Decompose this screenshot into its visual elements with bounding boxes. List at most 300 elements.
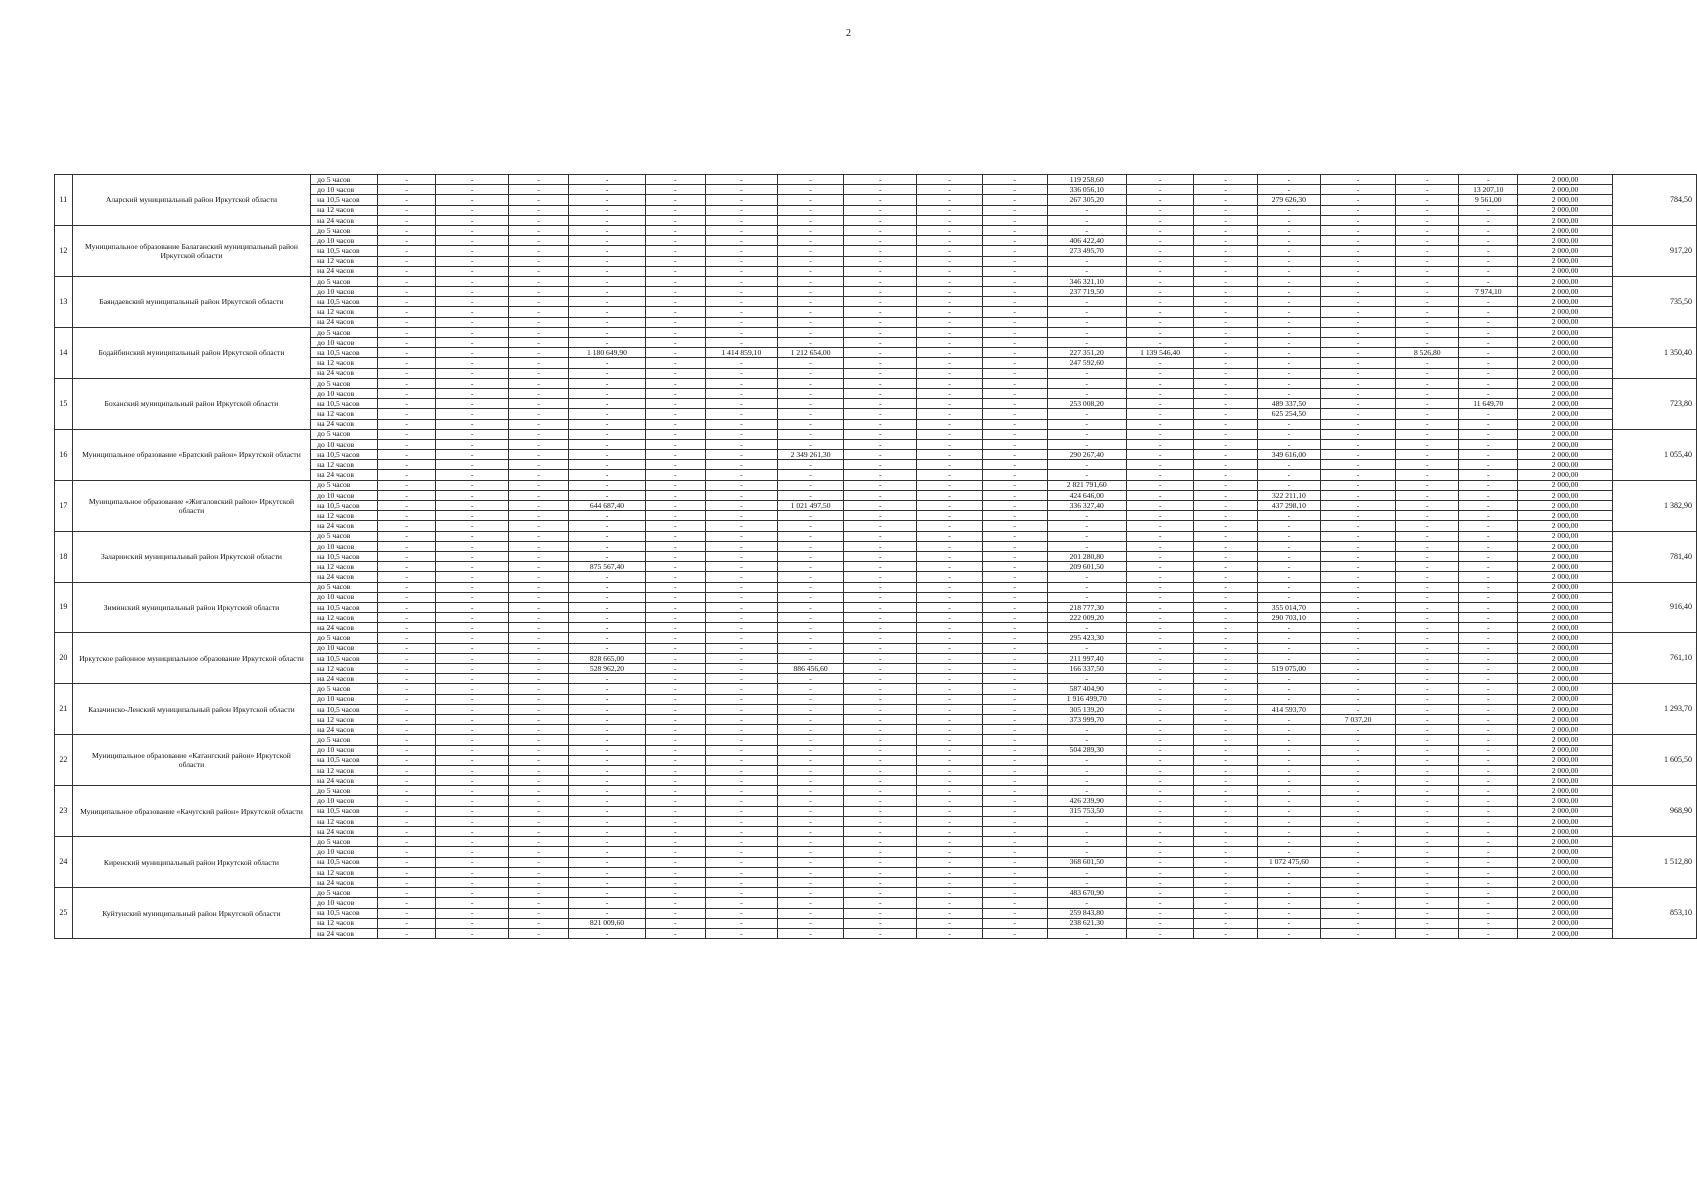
value-cell: - [844,307,917,317]
value-cell: - [509,460,569,470]
value-cell: - [378,857,436,867]
value-cell: - [645,735,705,745]
value-cell: - [982,643,1047,653]
value-cell: - [1459,643,1518,653]
value-cell: - [777,562,843,572]
value-cell: 253 008,20 [1047,399,1126,409]
value-cell: - [777,480,843,490]
value-cell: - [569,908,646,918]
value-cell: - [569,898,646,908]
period-label: на 12 часов [311,816,378,826]
value-cell: - [982,205,1047,215]
value-cell: - [509,185,569,195]
constant-cell: 2 000,00 [1518,358,1612,368]
value-cell: - [378,297,436,307]
value-cell: - [1258,317,1321,327]
value-cell: - [917,898,983,908]
value-cell: - [777,215,843,225]
value-cell: - [1320,501,1396,511]
value-cell: - [509,205,569,215]
value-cell: - [436,684,509,694]
value-cell: - [509,215,569,225]
value-cell: 315 753,50 [1047,806,1126,816]
value-cell: - [1320,704,1396,714]
value-cell: - [645,195,705,205]
value-cell: - [1459,480,1518,490]
value-cell: - [1459,735,1518,745]
value-cell: - [1258,439,1321,449]
value-cell: - [1126,765,1193,775]
value-cell: - [1194,501,1258,511]
constant-cell: 2 000,00 [1518,735,1612,745]
value-cell: - [705,378,777,388]
value-cell: - [705,388,777,398]
value-cell: - [844,898,917,908]
value-cell: - [1396,266,1459,276]
value-cell: - [378,888,436,898]
table-row [55,582,1697,592]
period-label: на 24 часов [311,827,378,837]
value-cell: 8 526,80 [1396,348,1459,358]
value-cell: - [569,368,646,378]
value-cell: - [509,898,569,908]
value-cell: - [378,765,436,775]
value-cell: - [1126,735,1193,745]
table-row [55,735,1697,745]
period-label: на 10,5 часов [311,246,378,256]
value-cell: - [844,664,917,674]
value-cell: - [1126,898,1193,908]
value-cell: - [569,185,646,195]
value-cell: - [1320,531,1396,541]
value-cell: - [1126,327,1193,337]
value-cell: - [569,684,646,694]
value-cell: - [436,470,509,480]
value-cell: - [436,562,509,572]
municipality-name: Куйтунский муниципальный район Иркутской области [72,888,310,939]
period-label: на 24 часов [311,368,378,378]
value-cell: - [1396,755,1459,765]
value-cell: - [705,297,777,307]
total-cell: 968,90 [1612,786,1696,837]
value-cell: - [1258,735,1321,745]
value-cell: - [1459,725,1518,735]
period-label: на 24 часов [311,623,378,633]
value-cell: - [705,307,777,317]
value-cell: - [645,867,705,877]
constant-cell: 2 000,00 [1518,704,1612,714]
value-cell: - [982,236,1047,246]
value-cell: - [705,460,777,470]
municipality-name: Бодайбинский муниципальный район Иркутской области [72,327,310,378]
value-cell: - [378,816,436,826]
municipality-name: Муниципальное образование «Катангский район» Иркутской области [72,735,310,786]
value-cell: - [1194,888,1258,898]
value-cell: - [844,837,917,847]
value-cell: - [378,358,436,368]
value-cell: - [844,592,917,602]
value-cell: 2 349 261,30 [777,450,843,460]
value-cell: - [509,928,569,938]
table-row [55,276,1697,286]
value-cell: - [777,786,843,796]
value-cell: - [1194,664,1258,674]
value-cell: - [1459,429,1518,439]
constant-cell: 2 000,00 [1518,429,1612,439]
value-cell: - [1320,633,1396,643]
value-cell: - [509,664,569,674]
value-cell: - [436,439,509,449]
value-cell: - [1194,225,1258,235]
constant-cell: 2 000,00 [1518,297,1612,307]
value-cell: - [1396,928,1459,938]
value-cell: - [1047,531,1126,541]
value-cell: 1 414 859,10 [705,348,777,358]
value-cell: - [1126,409,1193,419]
value-cell: - [917,694,983,704]
value-cell: - [1258,745,1321,755]
value-cell: - [645,551,705,561]
value-cell: - [1396,490,1459,500]
value-cell: - [844,348,917,358]
value-cell: - [1258,796,1321,806]
value-cell: - [1194,276,1258,286]
value-cell: - [1396,368,1459,378]
value-cell: - [844,674,917,684]
value-cell: - [917,511,983,521]
value-cell: 426 239,90 [1047,796,1126,806]
value-cell: - [1126,816,1193,826]
value-cell: - [844,480,917,490]
value-cell: - [1047,643,1126,653]
value-cell: - [705,501,777,511]
value-cell: - [982,327,1047,337]
value-cell: - [844,327,917,337]
value-cell: - [917,816,983,826]
period-label: до 5 часов [311,888,378,898]
value-cell: - [1126,796,1193,806]
value-cell: - [705,429,777,439]
value-cell: - [1396,796,1459,806]
row-number: 22 [55,735,73,786]
value-cell: - [982,653,1047,663]
value-cell: - [917,653,983,663]
value-cell: - [1126,276,1193,286]
value-cell: - [1459,674,1518,684]
value-cell: - [378,409,436,419]
period-label: на 24 часов [311,877,378,887]
value-cell: - [705,185,777,195]
value-cell: - [1459,704,1518,714]
value-cell: - [777,419,843,429]
value-cell: - [378,287,436,297]
value-cell: - [777,592,843,602]
value-cell: - [1459,225,1518,235]
total-cell: 781,40 [1612,531,1696,582]
value-cell: - [844,429,917,439]
value-cell: - [917,225,983,235]
value-cell: - [645,765,705,775]
value-cell: - [436,908,509,918]
constant-cell: 2 000,00 [1518,725,1612,735]
value-cell: - [378,399,436,409]
value-cell: - [1047,847,1126,857]
value-cell: - [844,653,917,663]
value-cell: - [509,613,569,623]
value-cell: - [917,796,983,806]
period-label: до 10 часов [311,388,378,398]
value-cell: - [777,806,843,816]
value-cell: - [1396,287,1459,297]
value-cell: - [1126,460,1193,470]
constant-cell: 2 000,00 [1518,786,1612,796]
value-cell: - [1459,857,1518,867]
value-cell: - [1126,419,1193,429]
value-cell: - [917,572,983,582]
value-cell: - [705,409,777,419]
value-cell: - [378,745,436,755]
period-label: на 24 часов [311,725,378,735]
value-cell: - [982,429,1047,439]
value-cell: - [844,521,917,531]
value-cell: - [1194,827,1258,837]
value-cell: - [1459,276,1518,286]
value-cell: - [1396,653,1459,663]
value-cell: - [1258,786,1321,796]
value-cell: - [1258,776,1321,786]
value-cell: - [777,460,843,470]
value-cell: - [917,348,983,358]
value-cell: - [1396,429,1459,439]
value-cell: - [1459,175,1518,185]
period-label: на 10,5 часов [311,602,378,612]
value-cell: - [1194,480,1258,490]
value-cell: - [1396,378,1459,388]
value-cell: - [509,623,569,633]
value-cell: 119 258,60 [1047,175,1126,185]
value-cell: - [917,918,983,928]
value-cell: - [436,653,509,663]
value-cell: - [1396,541,1459,551]
value-cell: - [1459,551,1518,561]
value-cell: - [645,725,705,735]
value-cell: - [1194,439,1258,449]
value-cell: - [1459,837,1518,847]
value-cell: - [645,704,705,714]
municipality-name: Заларинский муниципальный район Иркутской области [72,531,310,582]
value-cell: - [917,409,983,419]
value-cell: - [705,439,777,449]
value-cell: - [436,674,509,684]
value-cell: - [509,317,569,327]
value-cell: - [1459,511,1518,521]
value-cell: - [1126,582,1193,592]
value-cell: - [378,521,436,531]
constant-cell: 2 000,00 [1518,450,1612,460]
value-cell: - [1320,521,1396,531]
value-cell: - [1194,613,1258,623]
period-label: на 24 часов [311,419,378,429]
value-cell: - [436,745,509,755]
value-cell: - [645,287,705,297]
value-cell: - [378,439,436,449]
value-cell: - [705,806,777,816]
value-cell: - [1258,684,1321,694]
value-cell: - [1459,745,1518,755]
value-cell: - [1320,297,1396,307]
municipality-name: Муниципальное образование «Качугский район» Иркутской области [72,786,310,837]
value-cell: 247 592,60 [1047,358,1126,368]
value-cell: - [777,511,843,521]
value-cell: - [1126,674,1193,684]
value-cell: - [645,490,705,500]
value-cell: - [569,602,646,612]
value-cell: - [917,490,983,500]
value-cell: 1 916 499,70 [1047,694,1126,704]
constant-cell: 2 000,00 [1518,225,1612,235]
value-cell: - [1459,888,1518,898]
value-cell: - [1396,185,1459,195]
value-cell: - [1047,317,1126,327]
value-cell: - [917,633,983,643]
value-cell: - [917,358,983,368]
value-cell: - [645,450,705,460]
value-cell: - [1396,470,1459,480]
value-cell: - [1047,786,1126,796]
period-label: на 24 часов [311,470,378,480]
value-cell: - [436,399,509,409]
value-cell: - [1396,572,1459,582]
value-cell: - [982,450,1047,460]
value-cell: - [378,582,436,592]
value-cell: - [917,246,983,256]
value-cell: - [378,786,436,796]
value-cell: - [705,256,777,266]
value-cell: 9 561,00 [1459,195,1518,205]
constant-cell: 2 000,00 [1518,888,1612,898]
value-cell: - [917,674,983,684]
value-cell: - [917,837,983,847]
value-cell: - [982,816,1047,826]
value-cell: - [705,755,777,765]
value-cell: - [1396,388,1459,398]
value-cell: - [509,602,569,612]
value-cell: - [1320,877,1396,887]
value-cell: - [1258,541,1321,551]
value-cell: - [1320,256,1396,266]
value-cell: - [569,175,646,185]
constant-cell: 2 000,00 [1518,551,1612,561]
value-cell: - [1126,613,1193,623]
value-cell: - [917,429,983,439]
value-cell: - [1320,266,1396,276]
value-cell: - [1126,664,1193,674]
value-cell: - [569,674,646,684]
value-cell: - [436,755,509,765]
value-cell: - [645,857,705,867]
value-cell: - [1459,541,1518,551]
table-row [55,837,1697,847]
value-cell: - [1459,633,1518,643]
value-cell: - [1258,633,1321,643]
value-cell: - [436,266,509,276]
period-label: до 10 часов [311,847,378,857]
value-cell: - [844,582,917,592]
value-cell: - [705,205,777,215]
value-cell: - [1047,419,1126,429]
value-cell: - [1320,694,1396,704]
value-cell: - [844,623,917,633]
value-cell: - [1320,450,1396,460]
period-label: до 5 часов [311,633,378,643]
value-cell: - [917,877,983,887]
value-cell: - [844,786,917,796]
value-cell: - [1194,205,1258,215]
value-cell: - [1320,582,1396,592]
value-cell: - [844,776,917,786]
value-cell: - [1194,429,1258,439]
value-cell: - [378,613,436,623]
value-cell: - [1194,307,1258,317]
value-cell: - [1320,796,1396,806]
value-cell: - [705,694,777,704]
value-cell: - [917,307,983,317]
value-cell: - [917,623,983,633]
value-cell: - [1258,816,1321,826]
value-cell: - [917,388,983,398]
value-cell: - [705,888,777,898]
value-cell: - [1459,531,1518,541]
value-cell: - [982,541,1047,551]
value-cell: - [1396,714,1459,724]
value-cell: - [844,450,917,460]
value-cell: - [1047,816,1126,826]
value-cell: 821 009,60 [569,918,646,928]
value-cell: - [705,266,777,276]
period-label: до 5 часов [311,837,378,847]
value-cell: - [1126,877,1193,887]
value-cell: - [1194,745,1258,755]
value-cell: - [1396,501,1459,511]
value-cell: - [1126,541,1193,551]
value-cell: - [569,704,646,714]
value-cell: 349 616,00 [1258,450,1321,460]
value-cell: 295 423,30 [1047,633,1126,643]
constant-cell: 2 000,00 [1518,276,1612,286]
value-cell: - [917,327,983,337]
period-label: на 12 часов [311,307,378,317]
value-cell: - [1459,898,1518,908]
value-cell: - [982,490,1047,500]
value-cell: - [1396,674,1459,684]
value-cell: - [982,674,1047,684]
value-cell: - [1194,592,1258,602]
value-cell: 1 180 649,90 [569,348,646,358]
value-cell: - [569,633,646,643]
value-cell: - [436,541,509,551]
value-cell: - [777,776,843,786]
value-cell: - [917,236,983,246]
value-cell: - [436,419,509,429]
value-cell: - [705,175,777,185]
value-cell: - [982,806,1047,816]
value-cell: - [1194,470,1258,480]
value-cell: - [1320,541,1396,551]
value-cell: - [844,439,917,449]
value-cell: - [569,837,646,847]
value-cell: - [509,694,569,704]
value-cell: - [1320,215,1396,225]
